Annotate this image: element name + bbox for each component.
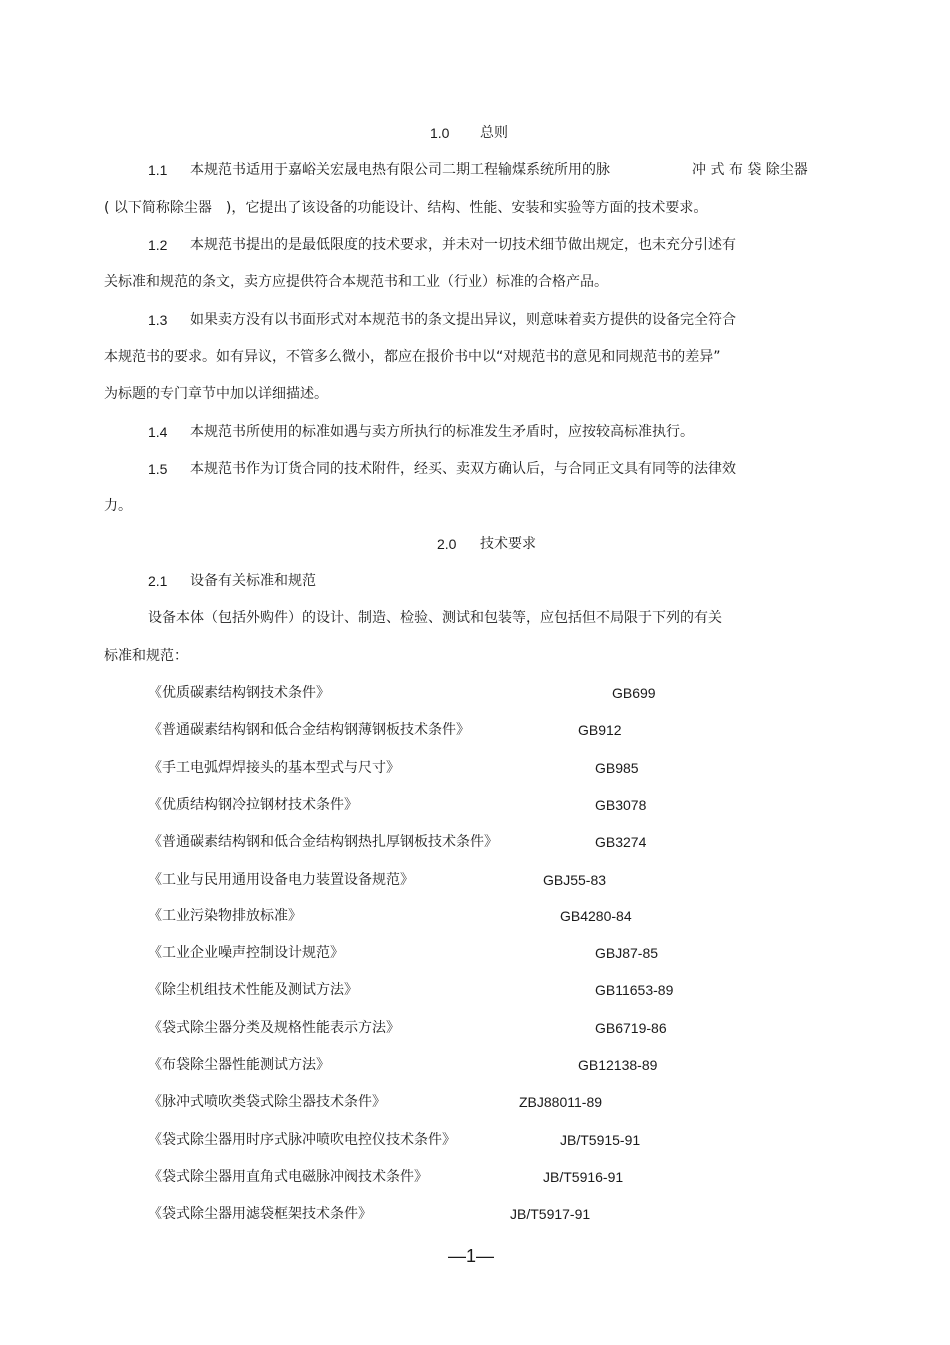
clause-1-1-number: 1.1 bbox=[148, 162, 168, 178]
standards-intro-line2: 标准和规范： bbox=[104, 648, 188, 664]
section-1-title: 总则 bbox=[480, 125, 508, 141]
clause-2-1-number: 2.1 bbox=[148, 573, 168, 589]
clause-1-5-number: 1.5 bbox=[148, 461, 168, 477]
clause-1-2-line2: 关标准和规范的条文，卖方应提供符合本规范书和工业（行业）标准的合格产品。 bbox=[104, 274, 608, 290]
standard-title: 《袋式除尘器用滤袋框架技术条件》 bbox=[148, 1206, 372, 1222]
standard-code: GB11653-89 bbox=[595, 982, 674, 998]
standard-title: 《普通碳素结构钢和低合金结构钢热扎厚钢板技术条件》 bbox=[148, 834, 498, 850]
standard-code: GB6719-86 bbox=[595, 1020, 667, 1036]
page-number: —1— bbox=[448, 1246, 495, 1266]
standard-title: 《袋式除尘器用直角式电磁脉冲阀技术条件》 bbox=[148, 1169, 428, 1185]
standard-title: 《普通碳素结构钢和低合金结构钢薄钢板技术条件》 bbox=[148, 722, 470, 738]
standard-code: GB3274 bbox=[595, 834, 647, 850]
standard-title: 《优质碳素结构钢技术条件》 bbox=[148, 685, 330, 701]
standard-title: 《脉冲式喷吹类袋式除尘器技术条件》 bbox=[148, 1094, 386, 1110]
standard-title: 《除尘机组技术性能及测试方法》 bbox=[148, 982, 358, 998]
clause-1-4-line1: 本规范书所使用的标准如遇与卖方所执行的标准发生矛盾时，应按较高标准执行。 bbox=[190, 424, 694, 440]
standards-intro-line1: 设备本体（包括外购件）的设计、制造、检验、测试和包装等，应包括但不局限于下列的有关 bbox=[148, 610, 722, 626]
standard-code: JB/T5916-91 bbox=[543, 1169, 624, 1185]
standard-code: JB/T5917-91 bbox=[510, 1206, 591, 1222]
standard-code: GB912 bbox=[578, 722, 622, 738]
clause-1-2-line1: 本规范书提出的是最低限度的技术要求，并未对一切技术细节做出规定，也未充分引述有 bbox=[190, 237, 736, 253]
section-1-number: 1.0 bbox=[430, 125, 450, 141]
clause-1-3-line2: 本规范书的要求。如有异议，不管多么微小，都应在报价书中以“对规范书的意见和同规范书的差异” bbox=[104, 349, 721, 365]
clause-1-3-line3: 为标题的专门章节中加以详细描述。 bbox=[104, 386, 328, 402]
standard-title: 《手工电弧焊焊接头的基本型式与尺寸》 bbox=[148, 760, 400, 776]
section-2-title: 技术要求 bbox=[480, 536, 536, 552]
clause-1-5-line2: 力。 bbox=[104, 498, 132, 514]
standard-code: GBJ55-83 bbox=[543, 872, 607, 888]
clause-1-3-line1: 如果卖方没有以书面形式对本规范书的条文提出异议，则意味着卖方提供的设备完全符合 bbox=[190, 312, 736, 328]
standard-code: GB985 bbox=[595, 760, 639, 776]
clause-1-1-line1b: 冲 式 布 袋 除尘器 bbox=[692, 162, 808, 178]
standard-code: ZBJ88011-89 bbox=[519, 1094, 603, 1110]
standard-code: GB699 bbox=[612, 685, 656, 701]
standard-code: JB/T5915-91 bbox=[560, 1132, 641, 1148]
standard-code: GB4280-84 bbox=[560, 908, 632, 924]
clause-1-3-number: 1.3 bbox=[148, 312, 168, 328]
standard-code: GB12138-89 bbox=[578, 1057, 658, 1073]
clause-1-1-line1a: 本规范书适用于嘉峪关宏晟电热有限公司二期工程输煤系统所用的脉 bbox=[190, 162, 610, 178]
standard-title: 《布袋除尘器性能测试方法》 bbox=[148, 1057, 330, 1073]
clause-1-1-line2: ( 以下简称除尘器 )，它提出了该设备的功能设计、结构、性能、安装和实验等方面的技术要求。 bbox=[104, 200, 708, 216]
standard-title: 《工业污染物排放标准》 bbox=[148, 908, 302, 924]
clause-1-4-number: 1.4 bbox=[148, 424, 168, 440]
clause-2-1-title: 设备有关标准和规范 bbox=[190, 573, 316, 589]
standard-title: 《工业与民用通用设备电力装置设备规范》 bbox=[148, 872, 414, 888]
standard-code: GB3078 bbox=[595, 797, 647, 813]
clause-1-2-number: 1.2 bbox=[148, 237, 168, 253]
clause-1-5-line1: 本规范书作为订货合同的技术附件，经买、卖双方确认后，与合同正文具有同等的法律效 bbox=[190, 461, 736, 477]
standard-title: 《袋式除尘器用时序式脉冲喷吹电控仪技术条件》 bbox=[148, 1132, 456, 1148]
standard-title: 《工业企业噪声控制设计规范》 bbox=[148, 945, 344, 961]
standard-title: 《优质结构钢冷拉钢材技术条件》 bbox=[148, 797, 358, 813]
section-2-number: 2.0 bbox=[437, 536, 457, 552]
standard-code: GBJ87-85 bbox=[595, 945, 659, 961]
standard-title: 《袋式除尘器分类及规格性能表示方法》 bbox=[148, 1020, 400, 1036]
